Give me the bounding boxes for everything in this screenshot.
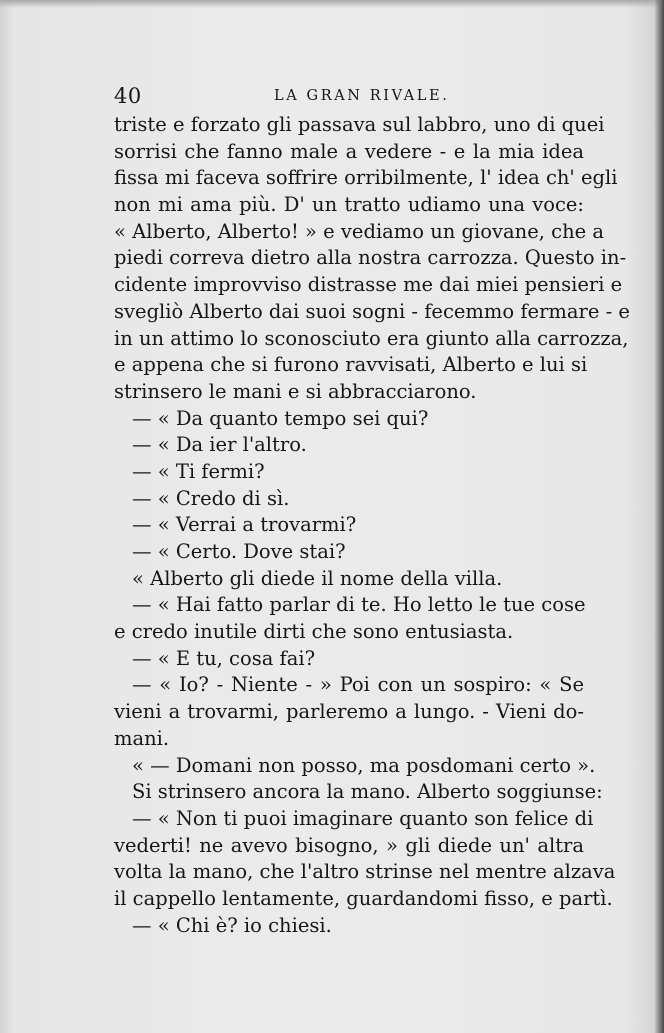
- page-header: [114, 84, 582, 112]
- page-top-edge-shadow: [0, 0, 664, 8]
- dialogue-line: — « Da ier l'altro.: [132, 433, 307, 457]
- dialogue-line: — « Certo. Dove stai?: [132, 540, 346, 563]
- text-line: piedi correva dietro alla nostra carrozza. Questo in-: [114, 246, 627, 270]
- page-number: 40: [114, 84, 142, 108]
- text-line: vieni a trovarmi, parleremo a lungo. - Vieni do-: [114, 700, 584, 724]
- text-line: in un attimo lo sconosciuto era giunto alla carrozza,: [114, 326, 629, 350]
- dialogue-line: « — Domani non posso, ma posdomani certo ».: [132, 753, 596, 777]
- text-line: « Alberto, Alberto! » e vediamo un giovane, che a: [114, 219, 604, 243]
- text-line: « Alberto gli diede il nome della villa.: [132, 566, 503, 590]
- page-right-edge-shadow: [654, 0, 664, 1033]
- dialogue-line: — « Credo di sì.: [132, 486, 290, 510]
- dialogue-line: — « Io? - Niente - » Poi con un sospiro: « Se: [132, 673, 584, 697]
- text-line: mani.: [114, 726, 170, 750]
- text-line: strinsero le mani e si abbracciarono.: [114, 379, 477, 403]
- dialogue-line: — « E tu, cosa fai?: [132, 646, 316, 670]
- dialogue-line: — « Hai fatto parlar di te. Ho letto le tue cose: [132, 593, 586, 617]
- body-text: [114, 112, 630, 939]
- dialogue-line: — « Da quanto tempo sei qui?: [132, 406, 429, 430]
- text-line: triste e forzato gli passava sul labbro, uno di quei: [114, 113, 605, 136]
- text-line: e credo inutile dirti che sono entusiasta.: [114, 620, 514, 644]
- text-line: volta la mano, che l'altro strinse nel mentre alzava: [114, 860, 616, 884]
- text-line: sorrisi che fanno male a vedere - e la mia idea: [114, 139, 584, 163]
- dialogue-line: — « Ti fermi?: [132, 459, 265, 483]
- text-line: Si strinsero ancora la mano. Alberto soggiunse:: [132, 780, 603, 804]
- text-line: svegliò Alberto dai suoi sogni - fecemmo fermare - e: [114, 299, 630, 323]
- text-line: vederti! ne avevo bisogno, » gli diede un' altra: [114, 833, 584, 857]
- dialogue-line: — « Chi è? io chiesi.: [132, 913, 332, 937]
- running-title: LA GRAN RIVALE.: [274, 88, 450, 104]
- dialogue-line: — « Verrai a trovarmi?: [132, 513, 357, 537]
- text-line: cidente improvviso distrasse me dai miei pensieri e: [114, 273, 623, 297]
- text-line: e appena che si furono ravvisati, Alberto e lui si: [114, 353, 588, 377]
- dialogue-line: — « Non ti puoi imaginare quanto son felice di: [132, 806, 594, 830]
- text-line: il cappello lentamente, guardandomi fisso, e partì.: [114, 886, 613, 910]
- text-line: non mi ama più. D' un tratto udiamo una voce:: [114, 193, 584, 217]
- text-line: fissa mi faceva soffrire orribilmente, l' idea ch' egli: [114, 166, 618, 190]
